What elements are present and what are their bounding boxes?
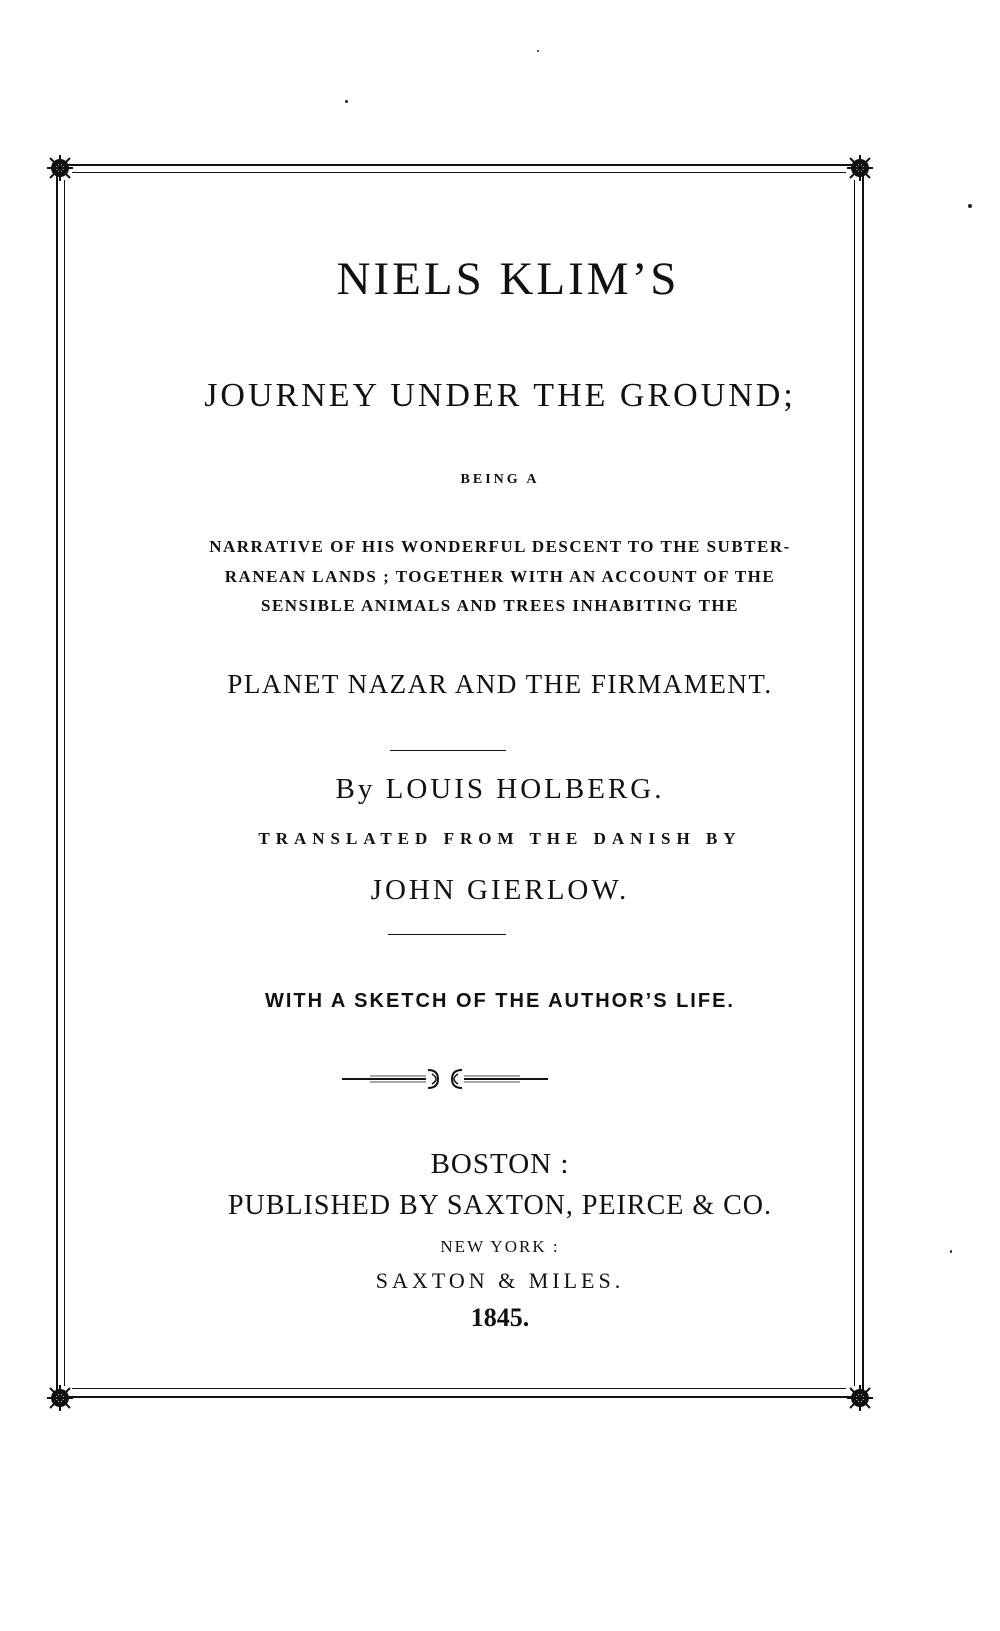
imprint-year: 1845. [470,1303,530,1332]
narrative-line: RANEAN LANDS ; TOGETHER WITH AN ACCOUNT OF THE [224,567,776,586]
corner-ornament-icon [46,154,74,182]
narrative-line: SENSIBLE ANIMALS AND TREES INHABITING THE [261,596,739,615]
border-top-inner [72,172,846,173]
border-bottom-outer [62,1396,856,1398]
book-title: NIELS KLIM’S [336,253,680,305]
imprint-publisher: PUBLISHED BY SAXTON, PEIRCE & CO. [227,1190,773,1221]
corner-ornament-icon [846,1384,874,1412]
imprint-publisher-secondary: SAXTON & MILES. [375,1268,625,1293]
narrative-line: NARRATIVE OF HIS WONDERFUL DESCENT TO THE SUBTER- [209,537,791,556]
scan-speck [345,100,348,103]
scan-speck [537,50,539,52]
planet-line: PLANET NAZAR AND THE FIRMAMENT. [227,669,773,699]
author-line: By LOUIS HOLBERG. [335,773,665,805]
border-bottom-inner [72,1388,846,1389]
translator-name: JOHN GIERLOW. [370,874,630,906]
corner-ornament-icon [846,154,874,182]
being-a-text: BEING A [460,472,540,487]
book-subtitle: JOURNEY UNDER THE GROUND; [204,377,796,414]
border-top-outer [62,164,856,166]
sketch-line: WITH A SKETCH OF THE AUTHOR’S LIFE. [265,990,735,1012]
corner-ornament-icon [46,1384,74,1412]
imprint-city: BOSTON : [430,1148,570,1180]
scan-speck [950,1250,952,1253]
divider-rule [390,750,506,751]
printers-ornament-icon [340,1064,550,1094]
translated-line: TRANSLATED FROM THE DANISH BY [258,829,742,848]
imprint-city-secondary: NEW YORK : [440,1237,560,1256]
scan-speck [968,204,972,208]
divider-rule [388,934,506,935]
